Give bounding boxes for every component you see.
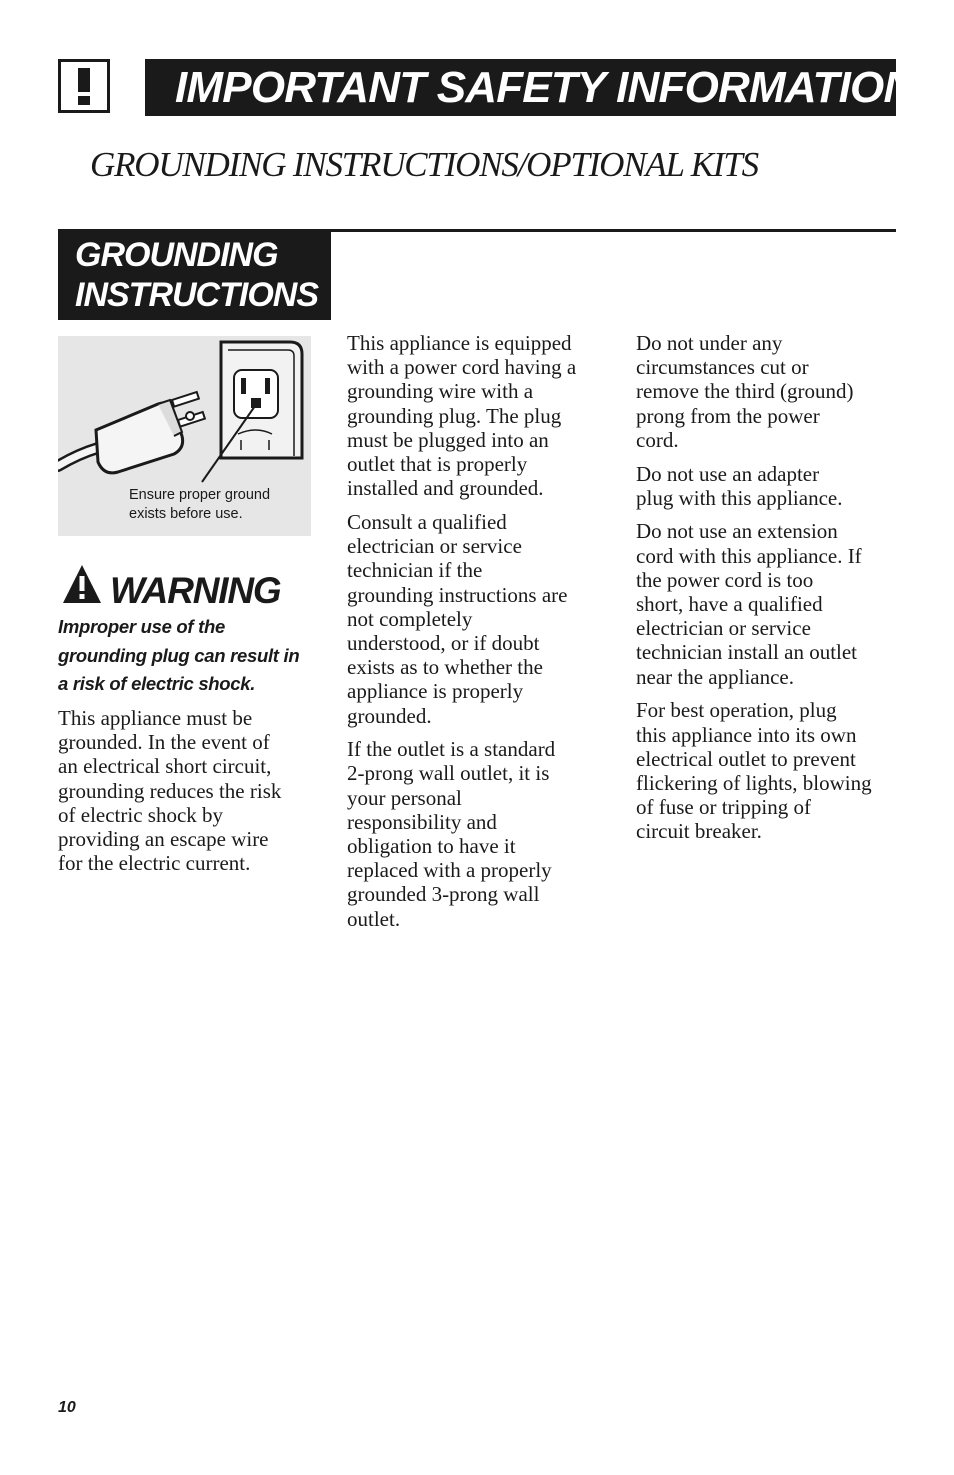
plug-outlet-drawing xyxy=(58,336,311,486)
paragraph: For best operation, plug this appliance into its own electrical outlet to prevent flickering of lights, blowing of fuse or tripping of circuit breaker. xyxy=(636,698,872,844)
grounded-plug-illustration xyxy=(58,336,311,536)
warning-title: WARNING xyxy=(110,570,281,611)
column-3 xyxy=(636,331,898,853)
paragraph: Do not under any circumstances cut or remove the third (ground) prong from the power cord. xyxy=(636,331,854,452)
warning-triangle-icon xyxy=(62,563,102,610)
page-title: IMPORTANT SAFETY INFORMATION xyxy=(175,63,915,112)
paragraph: This appliance is equipped with a power cord having a grounding wire with a grounding plug. The plug must be plugged into an outlet that is properly installed and grounded. xyxy=(347,331,577,501)
paragraph: Consult a qualified electrician or service technician if the grounding instructions are not completely understood, or if doubt exists as to whether the appliance is properly grounded. xyxy=(347,509,568,728)
section-title-line2: INSTRUCTIONS xyxy=(75,276,318,314)
illustration-caption-line1: Ensure proper ground xyxy=(129,487,271,503)
page-number: 10 xyxy=(58,1399,76,1416)
page-title-bar xyxy=(145,59,915,116)
paragraph: Do not use an adapter plug with this appliance. xyxy=(636,461,843,510)
section-title-line1: GROUNDING xyxy=(75,236,278,274)
column-2 xyxy=(347,331,609,940)
paragraph: Do not use an extension cord with this appliance. If the power cord is too short, have a qualified electrician or service technician install an outlet near the appliance. xyxy=(636,519,862,689)
section-heading xyxy=(58,229,331,320)
illustration-caption-line2: exists before use. xyxy=(129,506,243,522)
paragraph: If the outlet is a standard 2-prong wall outlet, it is your personal responsibility and obligation to have it replaced with a properly grounded 3-prong wall outlet. xyxy=(347,737,556,931)
exclamation-icon xyxy=(58,59,110,113)
column-1 xyxy=(58,706,320,885)
paragraph: This appliance must be grounded. In the event of an electrical short circuit, grounding reduces the risk of electric shock by providing an escape wire for the electric current. xyxy=(58,706,282,876)
page-subtitle: GROUNDING INSTRUCTIONS/OPTIONAL KITS xyxy=(90,145,758,184)
warning-subtitle: Improper use of the grounding plug can result in a risk of electric shock. xyxy=(58,616,300,694)
